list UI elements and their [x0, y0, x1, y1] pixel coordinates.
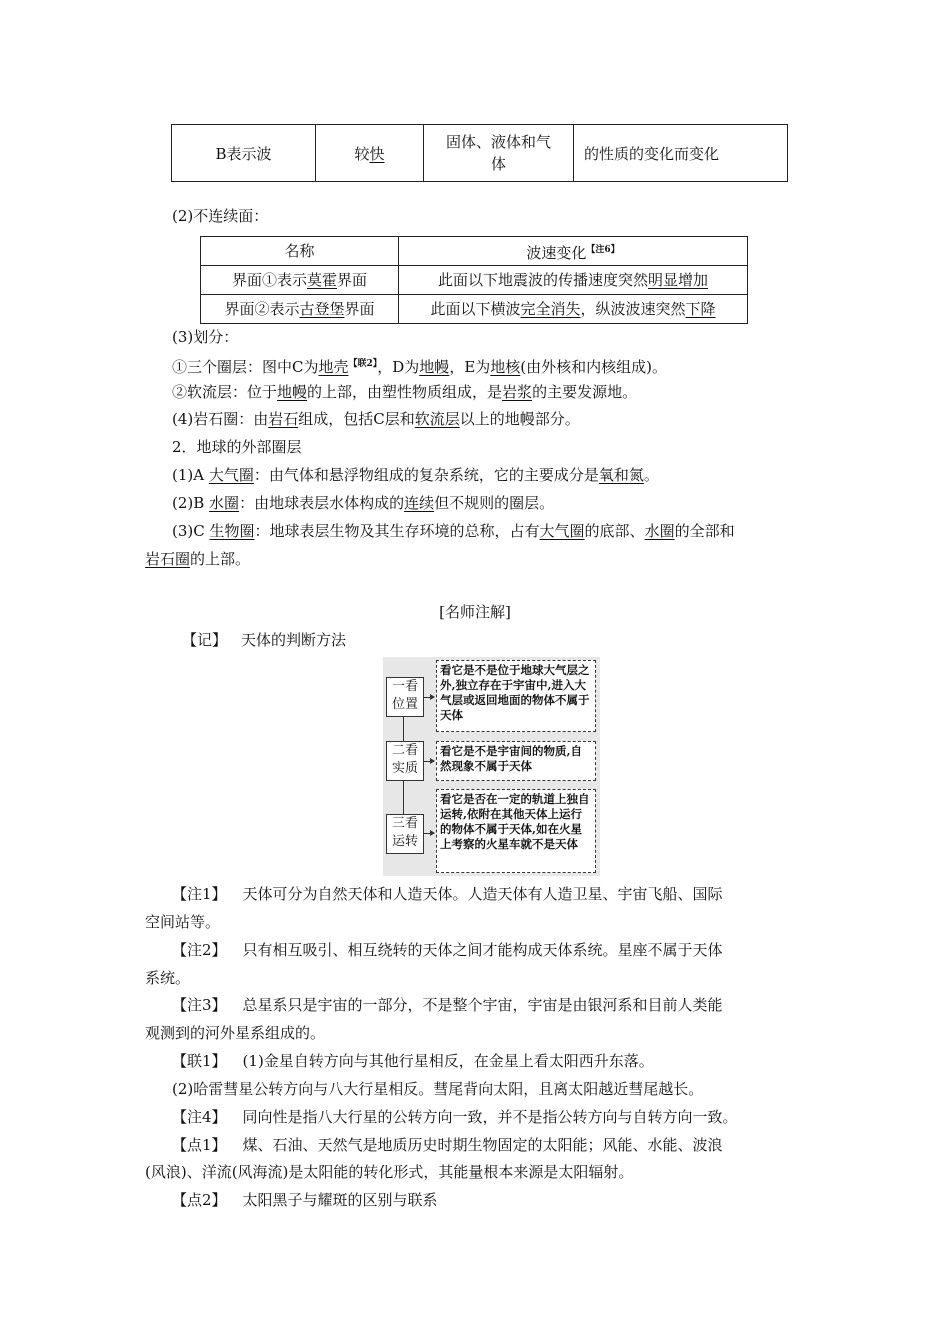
step-box-position [386, 677, 424, 717]
step-label: 运转 [391, 834, 418, 849]
table-cell [399, 295, 748, 324]
table-cell [424, 125, 574, 182]
text: ，E为 [449, 358, 491, 376]
underlined-term: 莫霍 [306, 271, 337, 289]
step-label: 三看 [391, 816, 418, 831]
text: ②软流层：位于 [172, 383, 278, 401]
step-box-motion [386, 814, 424, 854]
underlined-term: 岩浆 [502, 383, 533, 401]
note-box: 看它是不是位于地球大气层之外,独立存在于宇宙中,进入大气层或返回地面的物体不属于天体 [436, 660, 596, 732]
table-header-cell [201, 237, 399, 266]
step-box-substance [386, 741, 424, 781]
note-marker: 【联2】 [348, 359, 378, 369]
table-cell [172, 125, 316, 182]
paragraph-line [172, 409, 580, 429]
note-line [182, 630, 346, 650]
cell-text: 界面②表示 [224, 300, 300, 318]
note-tag: 【注3】 [172, 996, 227, 1014]
arrow-icon [424, 761, 434, 762]
note-tag: 【注2】 [172, 941, 227, 959]
note-tag: 【记】 [182, 631, 228, 649]
text: ：由气体和悬浮物组成的复杂系统，它的主要成分是 [253, 466, 599, 484]
cell-text: 界面 [344, 300, 375, 318]
note-line [172, 940, 723, 960]
text: 的全部和 [674, 522, 735, 540]
text: ：地球表层生物及其生存环境的总称，占有 [254, 522, 540, 540]
note-tag: 【注4】 [172, 1108, 227, 1126]
text: (3)C [172, 522, 210, 540]
text: ：由地球表层水体构成的 [239, 494, 405, 512]
paragraph-line [172, 354, 667, 377]
arrow-icon [424, 697, 434, 698]
section-heading: (3)划分： [172, 328, 239, 346]
paragraph-line [172, 382, 637, 402]
note-tag: 【点1】 [172, 1136, 227, 1154]
table-cell [201, 266, 399, 295]
section-heading: (2)不连续面： [172, 207, 269, 225]
underlined-term: 岩石圈 [145, 550, 191, 568]
table-row [201, 295, 748, 324]
text: 的上部。 [190, 550, 251, 568]
text: 的底部、 [584, 522, 645, 540]
note-line: 空间站等。 [145, 913, 221, 931]
note-box: 看它是否在一定的轨道上独自运转,依附在其他天体上运行的物体不属于天体,如在火星上考察的火星车就不是天体 [436, 789, 596, 873]
text: 煤、石油、天然气是地质历史时期生物固定的太阳能；风能、水能、波浪 [242, 1136, 723, 1154]
note-line [172, 1135, 723, 1155]
text: (1)A [172, 466, 209, 484]
text: 天体可分为自然天体和人造天体。人造天体有人造卫星、宇宙飞船、国际 [242, 885, 723, 903]
note-line: 观测到的河外星系组成的。 [145, 1024, 326, 1042]
underlined-term: 氧和氮 [598, 466, 644, 484]
table-row [201, 266, 748, 295]
header-text: 波速变化 [526, 243, 587, 262]
underlined-term: 地幔 [277, 383, 308, 401]
text: (1)金星自转方向与其他行星相反，在金星上看太阳西升东落。 [242, 1052, 654, 1070]
cell-text: B表示波 [215, 144, 272, 163]
table-header-cell [399, 237, 748, 266]
cell-text: 界面①表示 [231, 271, 307, 289]
note-line: 系统。 [145, 969, 191, 987]
step-label: 位置 [391, 697, 418, 712]
text: 。 [643, 466, 659, 484]
note-line: (2)哈雷彗星公转方向与八大行星相反。彗尾背向太阳，且离太阳越近彗尾越长。 [172, 1080, 704, 1098]
wave-table [171, 124, 788, 182]
table-cell [316, 125, 424, 182]
text: 的上部，由塑性物质组成，是 [307, 383, 503, 401]
underlined-term: 生物圈 [209, 522, 255, 540]
underlined-term: 水圈 [644, 522, 675, 540]
cell-text: 的性质的变化而变化 [584, 144, 720, 163]
cell-text: ，纵波波速突然 [580, 300, 686, 318]
text: 天体的判断方法 [241, 631, 347, 649]
underlined-term: 明显增加 [648, 271, 709, 289]
cell-text: 此面以下地震波的传播速度突然 [437, 271, 648, 289]
note-line: (风浪)、洋流(风海流)是太阳能的转化形式，其能量根本来源是太阳辐射。 [145, 1163, 634, 1181]
note-line [172, 1051, 654, 1071]
underlined-term: 连续 [404, 494, 435, 512]
text: 只有相互吸引、相互绕转的天体之间才能构成天体系统。星座不属于天体 [242, 941, 723, 959]
note-line [172, 1107, 738, 1127]
arrow-icon [424, 833, 434, 834]
cell-text: 较 [354, 144, 370, 163]
table-cell [399, 266, 748, 295]
table-cell [574, 125, 788, 182]
paragraph-line [172, 521, 735, 541]
text: (2)B [172, 494, 210, 512]
text: 同向性是指八大行星的公转方向一致，并不是指公转方向与自转方向一致。 [242, 1108, 738, 1126]
note-tag: 【联1】 [172, 1052, 227, 1070]
step-label: 一看 [391, 679, 418, 694]
section-heading: 2．地球的外部圈层 [172, 438, 302, 456]
text: 太阳黑子与耀斑的区别与联系 [242, 1191, 438, 1209]
text: 组成，包括C层和 [298, 410, 415, 428]
discontinuity-table [200, 236, 748, 324]
text: ①三个圈层：图中C为 [172, 358, 319, 376]
underlined-term: 地幔 [419, 358, 450, 376]
celestial-body-flowchart [383, 657, 600, 876]
underlined-term: 岩石 [268, 410, 299, 428]
note-tag: 【点2】 [172, 1191, 227, 1209]
table-cell [201, 295, 399, 324]
text: 以上的地幔部分。 [459, 410, 580, 428]
underlined-term: 完全消失 [520, 300, 581, 318]
underlined-term: 软流层 [414, 410, 460, 428]
text: (由外核和内核组成)。 [520, 358, 667, 376]
note-line [172, 995, 723, 1015]
note-line [172, 884, 723, 904]
note-box: 看它是不是宇宙间的物质,自然现象不属于天体 [436, 741, 596, 781]
note-tag: 【注1】 [172, 885, 227, 903]
step-label: 二看 [391, 743, 418, 758]
paragraph-line [172, 465, 659, 485]
header-text: 名称 [284, 242, 315, 260]
text: 总星系只是宇宙的一部分，不是整个宇宙，宇宙是由银河系和目前人类能 [242, 996, 723, 1014]
table-row [172, 125, 788, 182]
underlined-term: 大气圈 [208, 466, 254, 484]
underlined-term: 快 [369, 144, 385, 163]
underlined-term: 地核 [490, 358, 521, 376]
text: 的主要发源地。 [532, 383, 638, 401]
note-marker: 【注6】 [586, 244, 620, 255]
text: (4)岩石圈：由 [172, 410, 269, 428]
cell-text: 界面 [337, 271, 368, 289]
paragraph-line [172, 493, 554, 513]
text: ，D为 [377, 358, 420, 376]
cell-text: 体 [490, 155, 506, 173]
table-header-row [201, 237, 748, 266]
cell-text: 此面以下横波 [430, 300, 521, 318]
cell-text: 固体、液体和气 [445, 133, 551, 151]
underlined-term: 古登堡 [299, 300, 345, 318]
underlined-term: 水圈 [209, 494, 240, 512]
note-line [172, 1190, 438, 1210]
step-label: 实质 [391, 761, 418, 776]
underlined-term: 地壳 [318, 358, 349, 376]
underlined-term: 大气圈 [539, 522, 585, 540]
paragraph-line [145, 549, 250, 569]
section-title: [名师注解] [439, 603, 511, 621]
text: 但不规则的圈层。 [434, 494, 555, 512]
underlined-term: 下降 [685, 300, 716, 318]
